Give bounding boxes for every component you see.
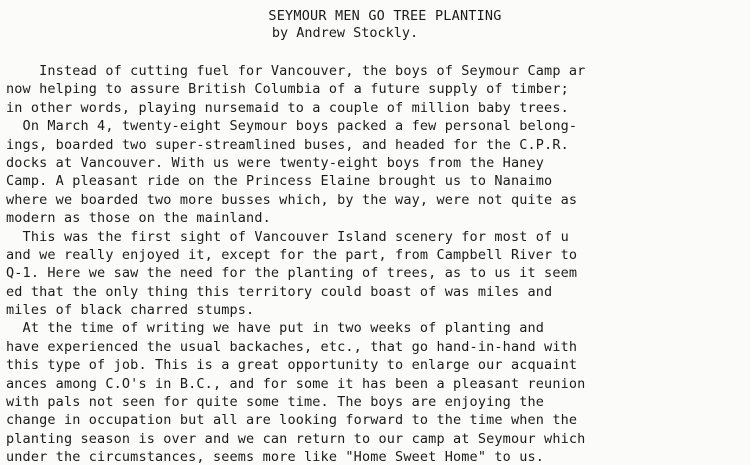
body-line: Instead of cutting fuel for Vancouver, the boys of Seymour Camp ar — [6, 63, 586, 79]
body-line: miles of black charred stumps. — [6, 302, 255, 319]
body-line: have experienced the usual backaches, etc., that go hand-in-hand with — [6, 338, 578, 355]
body-line: now helping to assure British Columbia of a future supply of timber; — [6, 81, 569, 98]
body-line: modern as those on the mainland. — [6, 210, 271, 227]
body-line: change in occupation but all are looking forward to the time when the — [6, 412, 578, 429]
body-line: planting season is over and we can return to our camp at Seymour which — [6, 430, 586, 447]
body-line: under the circumstances, seems more like "Home Sweet Home" to us. — [6, 449, 545, 465]
body-line: and we really enjoyed it, except for the part, from Campbell River to — [6, 246, 578, 263]
body-line: ances among C.O's in B.C., and for some it has been a pleasant reunion — [6, 375, 586, 392]
body-line: in other words, playing nursemaid to a couple of million baby trees. — [6, 99, 569, 116]
body-line: Camp. A pleasant ride on the Princess Elaine brought us to Nanaimo — [6, 173, 553, 190]
body-line: On March 4, twenty-eight Seymour boys packed a few personal belong- — [6, 118, 578, 135]
body-line: This was the first sight of Vancouver Island scenery for most of u — [6, 228, 569, 245]
body-line: with pals not seen for quite some time. The boys are enjoying the — [6, 394, 545, 411]
body-line: this type of job. This is a great opportunity to enlarge our acquaint — [6, 357, 578, 374]
body-line: docks at Vancouver. With us were twenty-eight boys from the Haney — [6, 154, 545, 171]
body-line: ed that the only thing this territory could boast of was miles and — [6, 283, 553, 300]
body-line: Q-1. Here we saw the need for the planting of trees, as to us it seem — [6, 265, 578, 282]
body-line: ings, boarded two super-streamlined buses, and headed for the C.P.R. — [6, 136, 569, 153]
article-byline: by Andrew Stockly. — [271, 25, 419, 41]
body-line: At the time of writing we have put in two weeks of planting and — [6, 320, 545, 337]
article-title: SEYMOUR MEN GO TREE PLANTING — [268, 8, 502, 24]
article-body — [6, 62, 750, 465]
body-line: where we boarded two more busses which, by the way, were not quite as — [6, 191, 578, 208]
